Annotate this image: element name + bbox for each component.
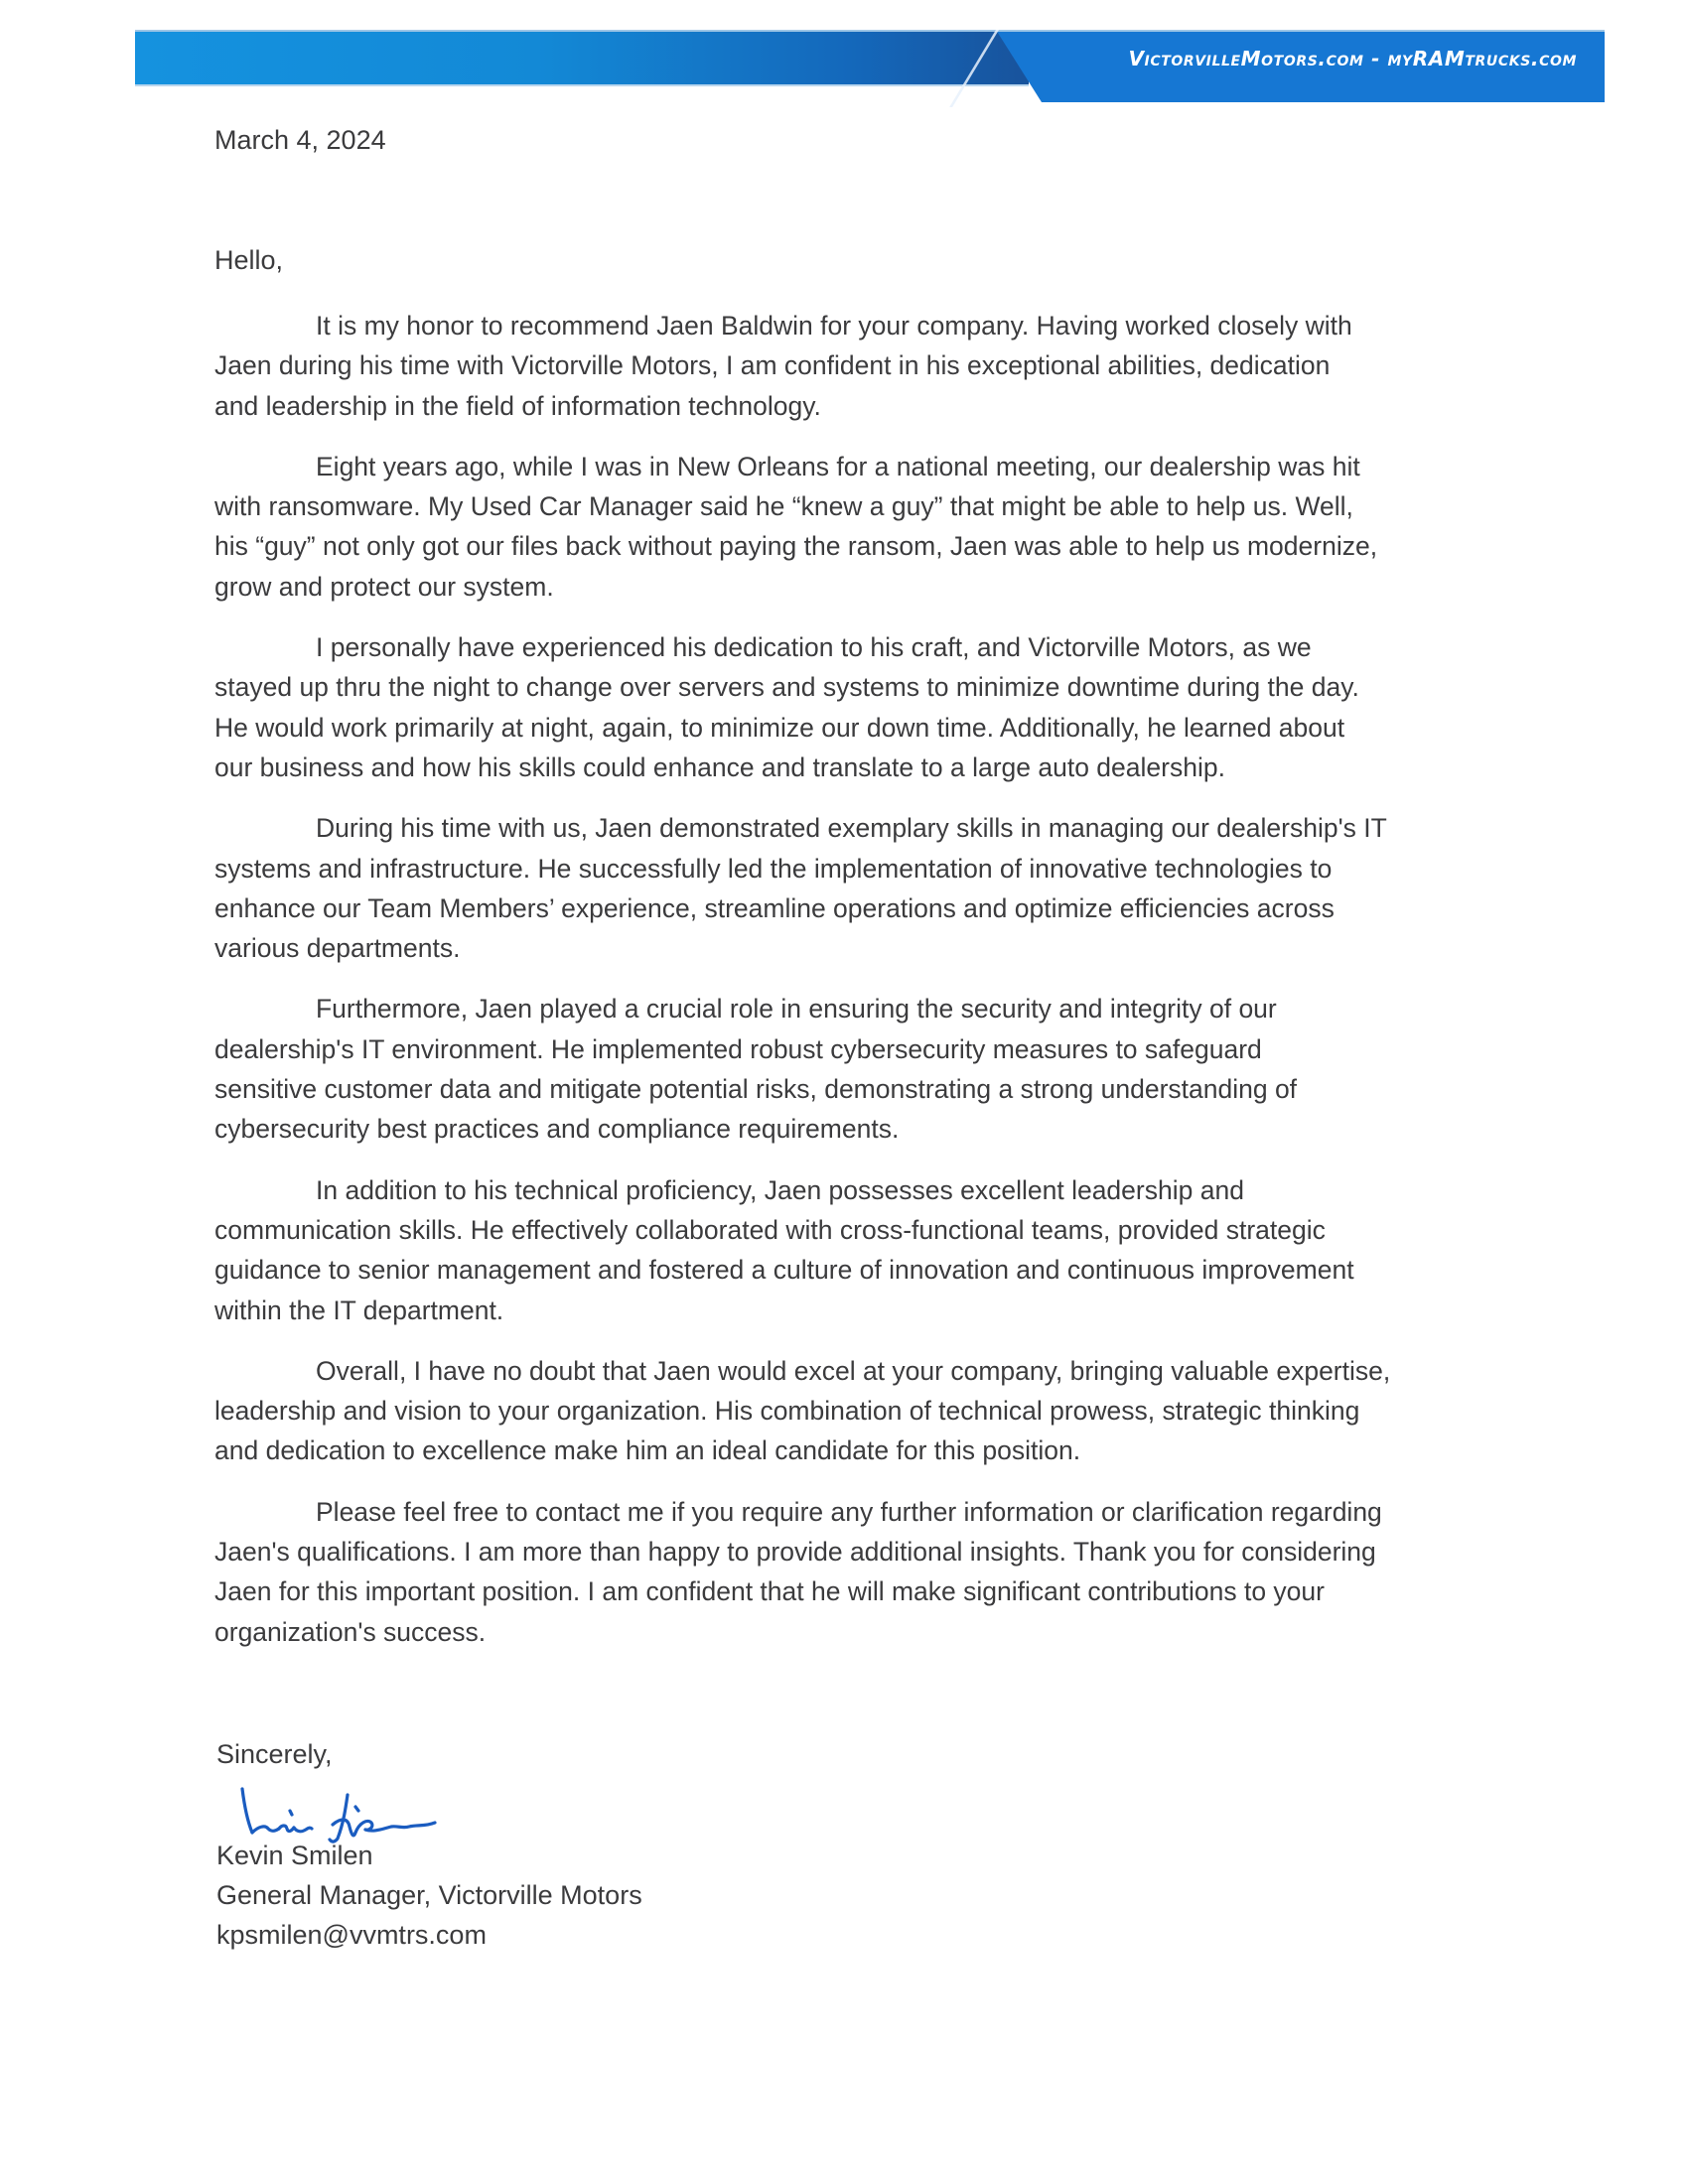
letter-closing: Sincerely, [216, 1739, 333, 1769]
letterhead-website-text: VictorvilleMotors.com - myRAMtrucks.com [1128, 47, 1577, 70]
paragraph-line: stayed up thru the night to change over servers and systems to minimize downtime during the day. [214, 672, 1359, 703]
letter-date: March 4, 2024 [214, 125, 386, 155]
paragraph-line: cybersecurity best practices and compliance requirements. [214, 1114, 900, 1145]
letter-paragraph [214, 627, 1525, 787]
letterhead-banner [0, 0, 1688, 119]
paragraph-line: sensitive customer data and mitigate potential risks, demonstrating a strong understanding of [214, 1074, 1298, 1105]
letter-paragraph [214, 1492, 1525, 1652]
banner-stripe-left [135, 30, 1029, 84]
letter-paragraph [214, 447, 1525, 607]
paragraph-line: Furthermore, Jaen played a crucial role in ensuring the security and integrity of our [316, 994, 1277, 1024]
paragraph-line: guidance to senior management and fostered a culture of innovation and continuous improvement [214, 1255, 1354, 1286]
letter-paragraphs [214, 306, 1525, 1673]
paragraph-line: with ransomware. My Used Car Manager said he “knew a guy” that might be able to help us. Well, [214, 491, 1353, 522]
paragraph-line: Please feel free to contact me if you require any further information or clarification regarding [316, 1496, 1382, 1527]
paragraph-line: systems and infrastructure. He successfully led the implementation of innovative technologies to [214, 853, 1333, 884]
paragraph-line: During his time with us, Jaen demonstrated exemplary skills in managing our dealership's IT [316, 813, 1387, 844]
paragraph-line: Jaen's qualifications. I am more than happy to provide additional insights. Thank you for considering [214, 1537, 1376, 1568]
paragraph-line: Jaen during his time with Victorville Motors, I am confident in his exceptional abilities, dedication [214, 350, 1331, 381]
paragraph-line: enhance our Team Members’ experience, streamline operations and optimize efficiencies across [214, 892, 1335, 923]
letter-paragraph [214, 808, 1525, 968]
paragraph-line: and dedication to excellence make him an ideal candidate for this position. [214, 1435, 1081, 1466]
signer-title: General Manager, Victorville Motors [216, 1880, 642, 1910]
letter-paragraph [214, 306, 1525, 426]
paragraph-line: our business and how his skills could enhance and translate to a large auto dealership. [214, 751, 1225, 782]
letter-paragraph [214, 1351, 1525, 1471]
paragraph-line: organization's success. [214, 1616, 487, 1647]
signer-name: Kevin Smilen [216, 1841, 373, 1870]
paragraph-line: Jaen for this important position. I am confident that he will make significant contributions to your [214, 1576, 1325, 1607]
signer-email: kpsmilen@vvmtrs.com [216, 1920, 487, 1950]
paragraph-line: within the IT department. [214, 1295, 504, 1325]
paragraph-line: In addition to his technical proficiency, Jaen possesses excellent leadership and [316, 1174, 1244, 1205]
paragraph-line: I personally have experienced his dedication to his craft, and Victorville Motors, as we [316, 632, 1312, 663]
paragraph-line: Eight years ago, while I was in New Orleans for a national meeting, our dealership was hit [316, 451, 1360, 481]
paragraph-line: Overall, I have no doubt that Jaen would excel at your company, bringing valuable expertise, [316, 1355, 1391, 1386]
paragraph-line: dealership's IT environment. He implemented robust cybersecurity measures to safeguard [214, 1033, 1262, 1064]
letter-paragraph [214, 989, 1525, 1149]
letter-paragraph [214, 1170, 1525, 1330]
paragraph-line: leadership and vision to your organization. His combination of technical prowess, strategic thinking [214, 1396, 1360, 1427]
paragraph-line: It is my honor to recommend Jaen Baldwin for your company. Having worked closely with [316, 311, 1352, 341]
paragraph-line: his “guy” not only got our files back without paying the ransom, Jaen was able to help us modernize, [214, 531, 1378, 562]
paragraph-line: and leadership in the field of information technology. [214, 390, 821, 421]
paragraph-line: various departments. [214, 933, 461, 964]
letter-greeting: Hello, [214, 245, 284, 275]
paragraph-line: grow and protect our system. [214, 571, 554, 602]
paragraph-line: He would work primarily at night, again, to minimize our down time. Additionally, he learned about [214, 712, 1345, 743]
paragraph-line: communication skills. He effectively collaborated with cross-functional teams, provided strategic [214, 1214, 1326, 1245]
